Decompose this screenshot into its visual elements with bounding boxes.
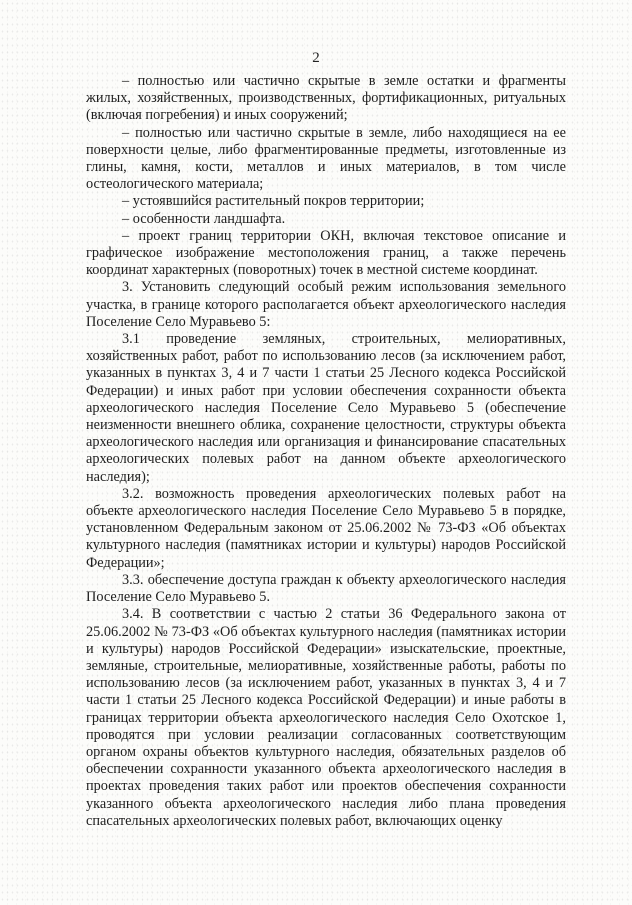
clause-3-1: 3.1 проведение земляных, строительных, мелиоративных, хозяйственных работ, работ по использованию лесов (за исключением работ, указанных в пунктах 3, 4 и 7 части 1 статьи 25 Лесного кодекса Российской Федерации) и иных работ при условии обеспечения сохранности объекта археологического наследия Поселение Село Муравьево 5 (обеспечение неизменности внешнего облика, сохранение целостности, структуры объекта археологического наследия или организация и финансирование спасательных археологических полевых работ на данном объекте археологического наследия); xyxy=(86,331,566,485)
list-item-vegetation: – устоявшийся растительный покров территории; xyxy=(122,193,425,210)
list-item-remains: – полностью или частично скрытые в земле остатки и фрагменты жилых, хозяйственных, производственных, фортификационных, ритуальных (включая погребения) и иных сооружений; xyxy=(86,73,566,124)
clause-3-4: 3.4. В соответствии с частью 2 статьи 36 Федерального закона от 25.06.2002 № 73-ФЗ «Об объектах культурного наследия (памятниках истории и культуры) народов Российской Федерации» изыскательские, проектные, земляные, строительные, мелиоративные, хозяйственные работы, работы по использованию лесов (за исключением работ, указанных в пунктах 3, 4 и 7 части 1 статьи 25 Лесного кодекса Российской Федерации) и иные работы в границах территории объекта археологического наследия Село Охотское 1, проводятся при условии реализации согласованных соответствующим органом охраны объектов культурного наследия, обязательных разделов об обеспечении сохранности указанного объекта археологического наследия в проектах проведения таких работ или проектов обеспечения сохранности указанного объекта археологического наследия либо плана проведения спасательных археологических полевых работ, включающих оценку xyxy=(86,606,566,829)
page-number: 2 xyxy=(312,50,320,66)
document-body xyxy=(86,73,566,830)
clause-3-3: 3.3. обеспечение доступа граждан к объекту археологического наследия Поселение Село Муравьево 5. xyxy=(86,571,566,606)
clause-3-2: 3.2. возможность проведения археологических полевых работ на объекте археологического наследия Поселение Село Муравьево 5 в порядке, установленном Федеральным законом от 25.06.2002 № 73-ФЗ «Об объектах культурного наследия (памятниках истории и культуры) народов Российской Федерации»; xyxy=(86,485,566,571)
list-item-landscape: – особенности ландшафта. xyxy=(122,210,286,227)
clause-3: 3. Установить следующий особый режим использования земельного участка, в границе которого располагается объект археологического наследия Поселение Село Муравьево 5: xyxy=(86,279,566,330)
list-item-objects: – полностью или частично скрытые в земле, либо находящиеся на ее поверхности целые, либо фрагментированные предметы, изготовленные из глины, камня, кости, металлов и иных материалов, в том числе остеологического материала; xyxy=(86,124,566,193)
list-item-boundary-project: – проект границ территории ОКН, включая текстовое описание и графическое изображение местоположения границ, а также перечень координат характерных (поворотных) точек в местной системе координат. xyxy=(86,227,566,279)
